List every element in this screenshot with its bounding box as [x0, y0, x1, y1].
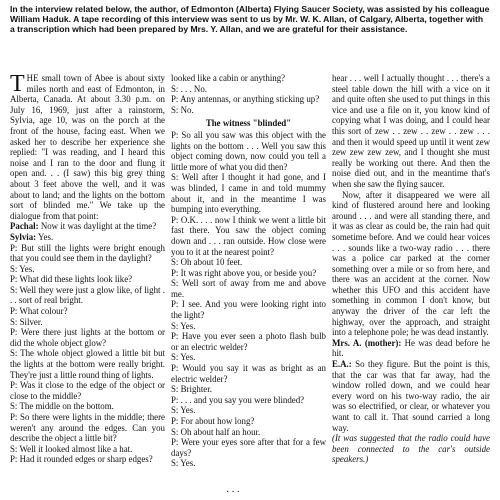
dialogue-line: P: I see. And you were looking right into the light?	[171, 299, 326, 321]
dialogue-line: P: For about how long?	[171, 416, 255, 426]
dialogue-line: S: Oh about 10 feet.	[171, 257, 243, 268]
column-1	[10, 73, 165, 465]
dialogue-line: P: What colour?	[10, 306, 68, 317]
dialogue-line: S: The whole object glowed a little bit but the lights at the bottom were really bright. They're just a little round thing of lights.	[10, 348, 165, 380]
dialogue-line: S: Oh about half an hour.	[171, 426, 261, 437]
dialogue-line: S: Well they were just a glow like, of light . . . sort of real bright.	[10, 284, 165, 306]
drop-cap: T	[10, 71, 25, 97]
dialogue-line: S: No.	[171, 104, 194, 115]
dialogue-line: P: But still the lights were bright enough that you could see them in the daylight?	[10, 242, 165, 264]
narrative-paragraph: Now, after it disappeared we were all kind of flustered around here and looking around . . . and were all standing there, and it was as clear as could be, the rain had quit sometime before. And we could hear voices . . . sounds like a two-way radio . . . there was a police car parked at the corner something over a mile or so from here, and there was an accident at the corner. Now whether this UFO and this accident have something in common I don't know, but anyway the driver of the car left the highway, over the approach, and straight into a telephone pole; he was dead instantly.	[332, 189, 490, 338]
intro-paragraph: In the interview related below, the author, of Edmonton (Alberta) Flying Saucer Society, was assisted by his colleague William Haduk. A tape recording of this interview was sent to us by Mr. W. K. Allan, of Calgary, Alberta, together with a transcription which had been prepared by Mrs. Y. Allan, and we are grateful for their assistance.	[10, 4, 490, 35]
dialogue-line: looked like a cabin or anything?	[171, 73, 286, 83]
speaker-pachal: Pachal:	[10, 221, 39, 232]
dialogue-line: P: Any antennas, or anything sticking up?	[171, 94, 320, 105]
dialogue-line: S: Well sort of away from me and above me.	[171, 278, 326, 299]
continuation-dots: ···	[226, 487, 242, 498]
dialogue-line	[332, 338, 490, 359]
line-text: Now it was daylight at the time?	[38, 221, 157, 232]
dialogue-line: S: The middle on the bottom.	[10, 401, 114, 412]
dialogue-line: S: Yes.	[171, 352, 196, 363]
dialogue-line: S: . . . No.	[171, 83, 207, 94]
dialogue-line: P: Have you ever seen a photo flash bulb or an electric welder?	[171, 331, 326, 352]
dialogue-line: S: Silver.	[10, 316, 43, 327]
dialogue-line: P: Was it close to the edge of the object or close to the middle?	[10, 380, 165, 401]
dialogue-line	[10, 232, 165, 243]
dialogue-line: S: Yes.	[10, 263, 35, 274]
dialogue-line: P: Had it rounded edges or sharp edges?	[10, 454, 153, 465]
dialogue-line: P: What did these lights look like?	[10, 274, 133, 285]
dialogue-line: S: Well after I thought it had gone, and I was blinded, I came in and told mummy about it, and in the meantime I was bumping into everything.	[171, 172, 326, 215]
dialogue-line: S: Yes.	[171, 320, 196, 331]
section-heading: The witness "blinded"	[205, 118, 292, 129]
dialogue-line: P: It was right above you, or beside you?	[171, 267, 317, 278]
dialogue-line: P: Were there just lights at the bottom or did the whole object glow?	[10, 327, 165, 348]
column-3	[332, 73, 490, 465]
dialogue-line: P: Were your eyes sore after that for a few days?	[171, 437, 326, 458]
dialogue-line: S: Yes.	[171, 405, 196, 416]
speaker-sylvia: Sylvia:	[10, 231, 37, 242]
dialogue-line: S: Brighter.	[171, 384, 212, 395]
dialogue-line: S: Well it looked almost like a hat.	[10, 443, 133, 454]
dialogue-line	[10, 221, 165, 232]
dialogue-line: P: So there were lights in the middle; there weren't any around the edges. Can you describe the object a little bit?	[10, 412, 165, 444]
dialogue-line: P: Would you say it was as bright as an electric welder?	[171, 363, 326, 384]
column-2	[171, 73, 326, 469]
narrative-paragraph: hear . . . well I actually thought . . . there's a steel table down the hill with a vice on it and quite often she used to put things in this vice and use a file on it, you know kind of copying what I was doing, and I could hear this sort of zew . . zew . . zew . . zew . . . and then it would speed up until it went zew zew zew zew zew, and I thought she must really be working out there. And then the noise died out, and in the meantime that's when she saw the flying saucer.	[332, 73, 490, 189]
dialogue-line: P: . . . and you say you were blinded?	[171, 394, 305, 405]
speaker-ea: E.A.:	[332, 359, 352, 370]
opening-paragraph: HE small town of Abee is about sixty miles north and east of Edmonton, in Alberta, Canada. At about 3.30 p.m. on July 16, 1969, just after a rainstorm, Sylvia, age 10, was on the porch at the front of the house, facing east. When we asked her to describe her experience she replied: "I was reading, and I heard this noise and I ran to the door and flung it open and. . . (I saw) this big grey thing about 3 feet above the well, and it was about to land; and the lights on the bottom sort of blinded me." We take up the dialogue from that point:	[10, 73, 165, 221]
dialogue-line: P: O.K. . . . now I think we went a little bit fast there. You saw the object coming down and . . . ran outside. How close were you to it at the nearest point?	[171, 214, 326, 257]
editor-note: (It was suggested that the radio could have been connected to the car's outside speakers.)	[332, 433, 490, 465]
line-text: He was dead before he hit.	[332, 337, 490, 359]
dialogue-line: S: Yes.	[171, 458, 196, 469]
dialogue-line: P: So all you saw was this object with the lights on the bottom . . . Well you saw this object coming down, now could you tell a little more of what you did then?	[171, 129, 326, 172]
line-text: Yes.	[36, 231, 54, 242]
line-text: So they figure. But the point is this, that the car was that far away, had the window rolled down, and we could hear every word on his two-way radio, the air was so electrified, or clear, or whatever you want to call it. That sound carried a long way.	[332, 359, 490, 433]
speaker-mother: Mrs. A. (mother):	[332, 337, 402, 348]
dialogue-line	[332, 359, 490, 433]
